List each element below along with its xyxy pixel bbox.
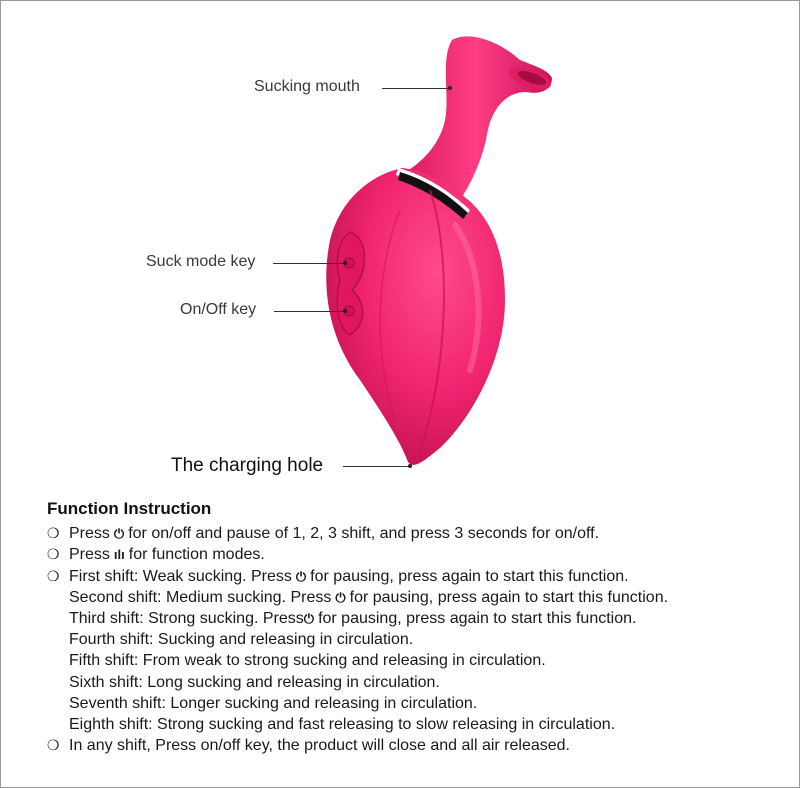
dot-sucking-mouth (448, 86, 452, 90)
instruction-text: for pausing, press again to start this function. (310, 567, 629, 585)
circle-bullet-icon: ❍ (47, 546, 60, 563)
label-sucking-mouth: Sucking mouth (254, 78, 360, 95)
instruction-item (47, 544, 787, 565)
instruction-subline: Sixth shift: Long sucking and releasing in circulation. (69, 673, 440, 691)
function-instruction (47, 498, 787, 756)
power-icon: ⏻ (335, 589, 346, 605)
instruction-text: In any shift, Press on/off key, the product will close and all air released. (69, 737, 570, 755)
circle-bullet-icon: ❍ (47, 525, 60, 542)
leader-sucking-mouth (382, 88, 450, 89)
dot-onoff-key (343, 309, 347, 313)
instruction-text: Third shift: Strong sucking. Press (69, 610, 304, 628)
power-icon: ⏻ (295, 568, 307, 584)
instruction-text: Press (69, 525, 110, 543)
circle-bullet-icon: ❍ (47, 567, 60, 584)
power-icon: ⏻ (303, 611, 315, 627)
instruction-text: First shift: Weak sucking. Press (69, 567, 292, 585)
instruction-item (47, 735, 787, 756)
circle-bullet-icon: ❍ (47, 737, 60, 754)
instruction-text: for pausing, press again to start this function. (318, 610, 637, 628)
instruction-subline: Fifth shift: From weak to strong sucking and releasing in circulation. (69, 652, 546, 670)
instruction-subline (47, 587, 787, 608)
label-onoff-key: On/Off key (180, 301, 257, 318)
dot-suck-mode-key (343, 261, 347, 265)
instruction-text: Press (69, 546, 110, 564)
instruction-title: Function Instruction (47, 499, 212, 518)
instruction-text: Second shift: Medium sucking. Press (69, 588, 332, 606)
instruction-item (47, 523, 787, 544)
instruction-item (47, 566, 787, 587)
suck-mode-icon: ılı (113, 547, 125, 563)
leader-suck-mode-key (273, 263, 345, 264)
label-suck-mode-key: Suck mode key (146, 253, 256, 270)
instruction-text: for function modes. (128, 546, 265, 564)
instruction-subline: Seventh shift: Longer sucking and releasing in circulation. (69, 694, 478, 712)
dot-charging-hole (408, 464, 412, 468)
instruction-subline: Eighth shift: Strong sucking and fast releasing to slow releasing in circulation. (69, 716, 616, 734)
instruction-subline (47, 608, 787, 629)
instruction-text: for on/off and pause of 1, 2, 3 shift, and press 3 seconds for on/off. (128, 525, 600, 543)
power-icon: ⏻ (113, 526, 125, 542)
leader-charging-hole (343, 466, 409, 467)
leader-onoff-key (274, 311, 345, 312)
label-charging-hole: The charging hole (171, 455, 324, 476)
instruction-subline: Fourth shift: Sucking and releasing in circulation. (69, 631, 414, 649)
instruction-text: for pausing, press again to start this function. (349, 588, 669, 606)
